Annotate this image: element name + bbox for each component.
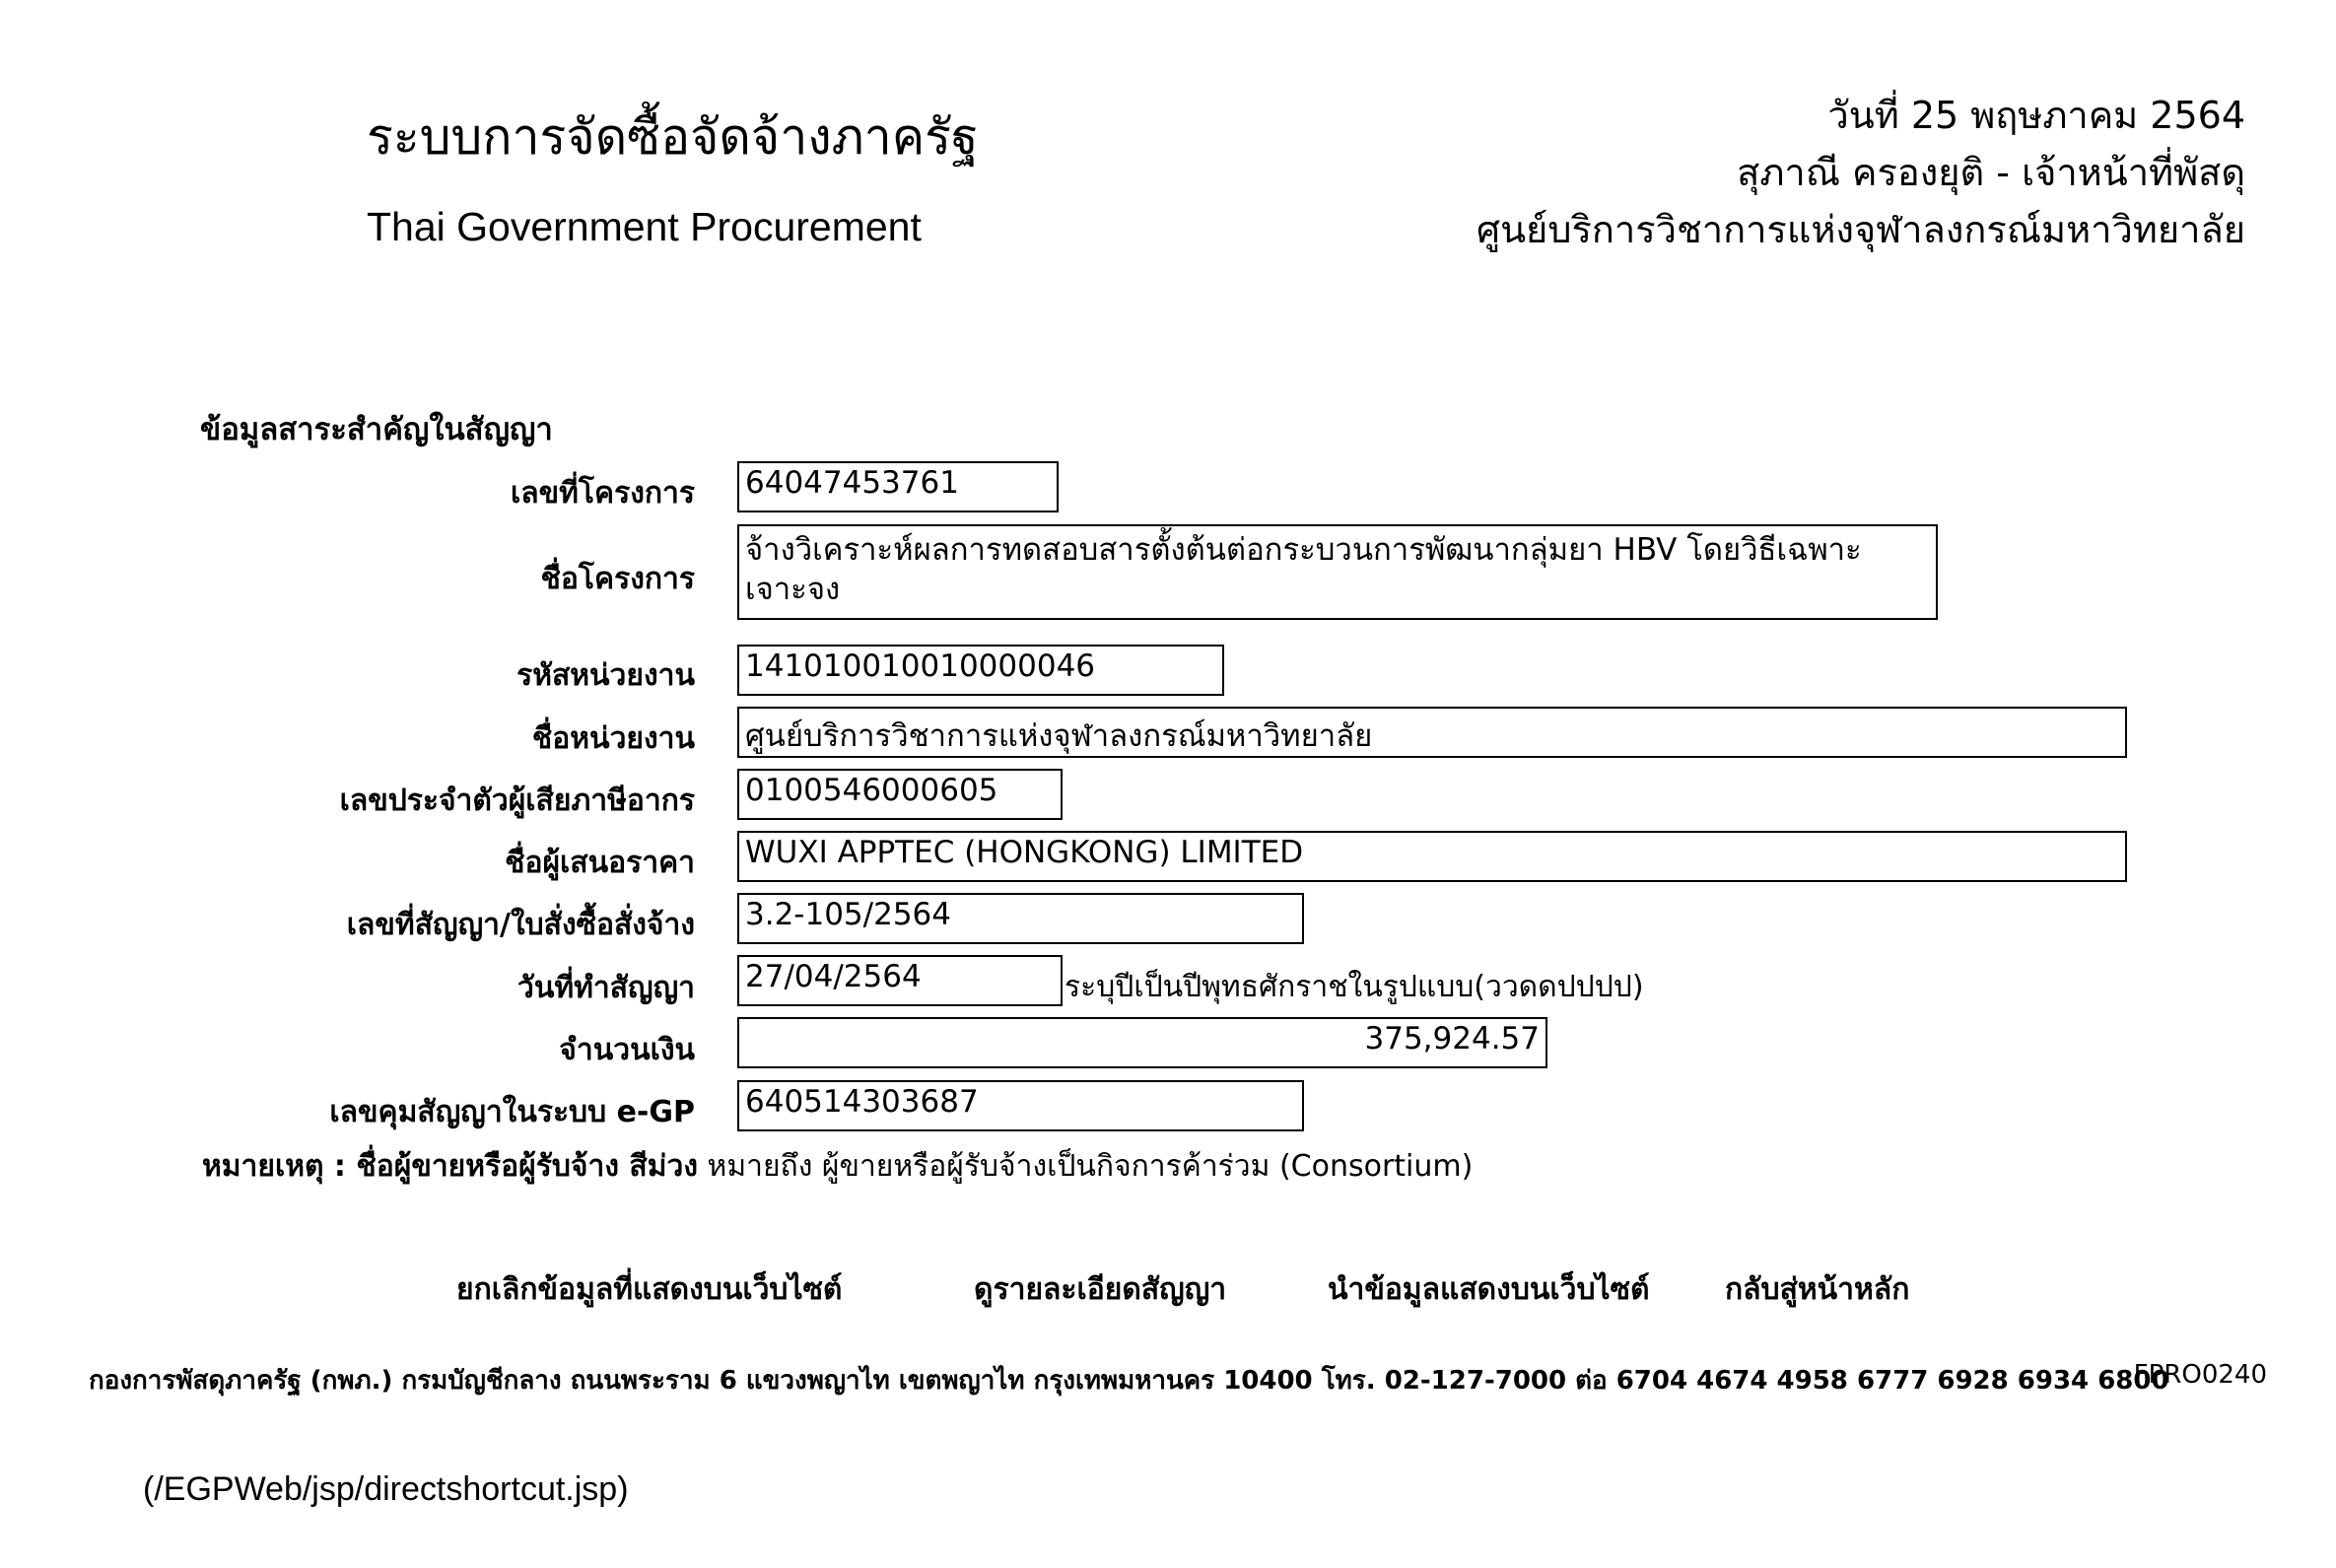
agency-name-field[interactable]: ศูนย์บริการวิชาการแห่งจุฬาลงกรณ์มหาวิทยาลัย	[737, 707, 2127, 758]
publish-link[interactable]: นำข้อมูลแสดงบนเว็บไซต์	[1328, 1272, 1650, 1307]
section-heading: ข้อมูลสาระสำคัญในสัญญา	[200, 412, 553, 447]
note-suffix: หมายถึง ผู้ขายหรือผู้รับจ้างเป็นกิจการค้าร่วม (Consortium)	[698, 1149, 1474, 1184]
agency-code-field[interactable]: 141010010010000046	[737, 645, 1224, 696]
contract-date-field[interactable]: 27/04/2564	[737, 955, 1063, 1006]
note-highlight: สีม่วง	[629, 1149, 699, 1184]
project-no-label: เลขที่โครงการ	[511, 476, 695, 511]
bidder-name-field[interactable]: WUXI APPTEC (HONGKONG) LIMITED	[737, 831, 2127, 882]
egp-contract-no-field[interactable]: 640514303687	[737, 1080, 1304, 1131]
form-code: FPRO0240	[2133, 1360, 2267, 1390]
contract-no-label: เลขที่สัญญา/ใบสั่งซื้อสั่งจ้าง	[346, 908, 695, 942]
amount-field[interactable]: 375,924.57	[737, 1017, 1547, 1068]
contract-date-hint: ระบุปีเป็นปีพุทธศักราชในรูปแบบ(ววดดปปปป)	[1065, 970, 1644, 1004]
tax-id-label: เลขประจำตัวผู้เสียภาษีอากร	[339, 784, 695, 818]
contract-no-field[interactable]: 3.2-105/2564	[737, 893, 1304, 944]
bidder-name-label: ชื่อผู้เสนอราคา	[505, 846, 695, 880]
view-details-link[interactable]: ดูรายละเอียดสัญญา	[974, 1272, 1227, 1307]
header-date: วันที่ 25 พฤษภาคม 2564	[1827, 94, 2245, 137]
page-url: (/EGPWeb/jsp/directshortcut.jsp)	[143, 1470, 629, 1508]
egp-contract-no-label: เลขคุมสัญญาในระบบ e-GP	[329, 1095, 695, 1129]
action-links	[0, 1266, 2336, 1310]
project-no-field[interactable]: 64047453761	[737, 461, 1059, 512]
project-name-label: ชื่อโครงการ	[540, 562, 695, 596]
cancel-display-link[interactable]: ยกเลิกข้อมูลที่แสดงบนเว็บไซต์	[456, 1272, 843, 1307]
system-title-en: Thai Government Procurement	[367, 204, 922, 249]
home-link[interactable]: กลับสู่หน้าหลัก	[1725, 1272, 1910, 1307]
header-organization: ศูนย์บริการวิชาการแห่งจุฬาลงกรณ์มหาวิทยาลัย	[1476, 208, 2245, 251]
contract-date-label: วันที่ทำสัญญา	[516, 971, 695, 1005]
footer-address: กองการพัสดุภาครัฐ (กพภ.) กรมบัญชีกลาง ถนนพระราม 6 แขวงพญาไท เขตพญาไท กรุงเทพมหานคร 10400 โทร. 02-127-7000 ต่อ 6704 4674 4958 6777 6928 6934 6800	[89, 1366, 2169, 1396]
project-name-field[interactable]: จ้างวิเคราะห์ผลการทดสอบสารตั้งต้นต่อกระบวนการพัฒนากลุ่มยา HBV โดยวิธีเฉพาะเจาะจง	[737, 524, 1938, 620]
agency-code-label: รหัสหน่วยงาน	[516, 658, 695, 693]
agency-name-label: ชื่อหน่วยงาน	[531, 721, 695, 756]
amount-label: จำนวนเงิน	[559, 1033, 695, 1067]
consortium-note	[202, 1143, 1473, 1190]
system-title-th: ระบบการจัดซื้อจัดจ้างภาครัฐ	[367, 108, 979, 166]
tax-id-field[interactable]: 0100546000605	[737, 769, 1063, 820]
header-info	[1477, 87, 2245, 258]
note-prefix: หมายเหตุ : ชื่อผู้ขายหรือผู้รับจ้าง	[202, 1149, 630, 1184]
header-user: สุภาณี ครองยุติ - เจ้าหน้าที่พัสดุ	[1737, 151, 2245, 194]
